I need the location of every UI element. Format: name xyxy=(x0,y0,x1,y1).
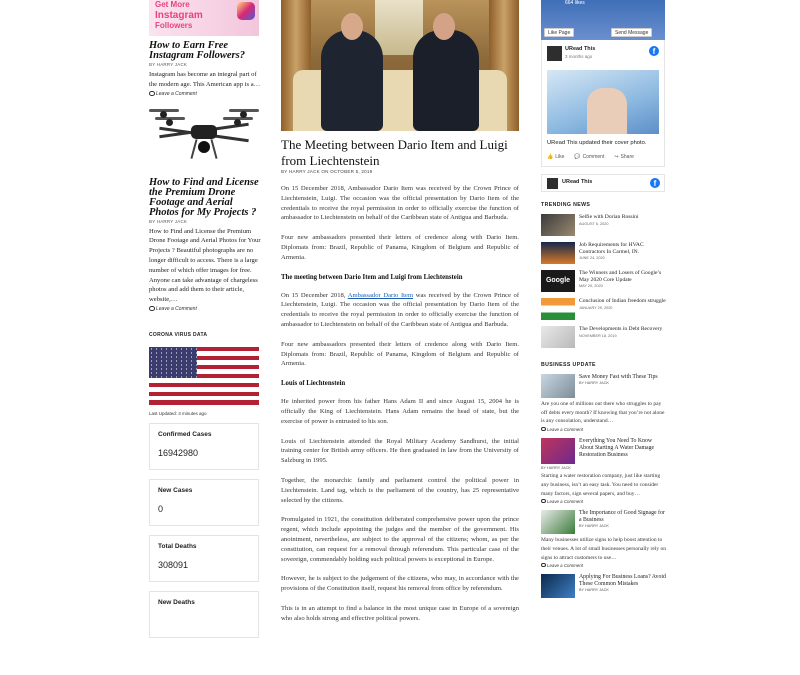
article-paragraph: Four new ambassadors presented their letters of credence along with Dario Item. Diplomats from: Brazil, Republic of Panama, Kingdom of Belgium and Republic of Armenia. xyxy=(281,234,519,261)
trending-heading: TRENDING NEWS xyxy=(541,202,591,208)
facebook-post xyxy=(541,174,665,192)
banner-line: Instagram xyxy=(155,10,203,21)
stat-label: Confirmed Cases xyxy=(158,430,212,438)
article-paragraph: Louis of Liechtenstein attended the Royal Military Academy Sandhurst, the initial training center for British army officers. He then graduated in law from the University of Salzburg in 1995. xyxy=(281,437,519,465)
article-body xyxy=(281,184,519,624)
business-title-link[interactable]: Save Money Fast with These Tips xyxy=(579,374,658,380)
post-author: BY HARRY JACK xyxy=(149,218,188,224)
comment-icon xyxy=(149,91,155,96)
trending-item[interactable]: Selfie with Dorian Rossini AUGUST 6, 2020 xyxy=(541,214,667,236)
stat-new-cases xyxy=(149,479,259,526)
business-excerpt: Are you one of millions out there who struggles to pay off debts every month? If knowing that you’re not alone is any consolation, understand… xyxy=(541,401,665,425)
instagram-icon xyxy=(237,2,255,20)
like-button[interactable]: 👍 Like xyxy=(547,154,565,160)
trending-thumb xyxy=(541,326,575,348)
business-item: The Importance of Good Signage for a Business BY HARRY JACK Many businesses utilize signs to help boost attention to their venues. A lot of small businesses personally rely on signs to attract customers to use… Leave a Comment xyxy=(541,510,666,569)
article-paragraph: He inherited power from his father Hans Adam II and since August 15, 2004 he is officially the King of Liechtenstein. Hans Adam remains the head of state, but the exercise of power is entrusted to his son. xyxy=(281,398,519,425)
article-column xyxy=(281,0,519,624)
facebook-icon: f xyxy=(650,178,660,188)
send-message-button[interactable]: Send Message xyxy=(611,28,652,37)
business-thumb[interactable] xyxy=(541,438,575,464)
flag-stripe xyxy=(149,400,259,404)
stat-value: 0 xyxy=(158,503,164,514)
like-page-button[interactable]: Like Page xyxy=(544,28,574,37)
post-author: BY HARRY JACK xyxy=(149,62,188,67)
trending-item[interactable]: The Developments in Debt Recovery NOVEMBER 18, 2019 xyxy=(541,326,667,348)
article-paragraph: Together, the monarchic family and parliament control the political power in Liechtenstein. Land tag, which is the parliament of the country, has 25 representative selected by the citizens. xyxy=(281,476,519,504)
trending-item[interactable]: Google The Winners and Losers of Google’s May 2020 Core Update MAY 20, 2020 xyxy=(541,270,667,292)
stat-value: 308091 xyxy=(158,559,189,570)
right-sidebar xyxy=(541,0,667,598)
post-caption: URead This updated their cover photo. xyxy=(547,140,647,146)
us-flag xyxy=(149,347,259,405)
business-thumb[interactable] xyxy=(541,510,575,534)
facebook-page-header xyxy=(541,0,665,40)
article-paragraph: On 15 December 2018, Ambassador Dario Item was received by the Crown Prince of Liechtenstein, Luigi. The occasion was the official presentation by Dario Item of the credentials to receive the royal permission in order to officially exercise the function of ambassador to Liechtenstein on behalf of the Caribbean state of Antigua and Barbuda. xyxy=(281,291,520,328)
comment-button[interactable]: 💬 Comment xyxy=(574,154,605,160)
banner-line: Get More xyxy=(155,0,190,9)
left-sidebar xyxy=(149,0,262,638)
article-paragraph: Promulgated in 1921, the constitution deliberated comprehensive power upon the prince regent, which include appointing the judges and the member of the government. His anointment, nevertheless, are subject to the approval of the citizens; whom, as per the constitution, can request for a removal through referendum. This particular case of the sovereign, commendably holding such political powers is exceptional in Europe. xyxy=(281,516,519,563)
google-logo-thumb: Google xyxy=(541,270,575,292)
business-excerpt: Many businesses utilize signs to help boost attention to their venues. A lot of small businesses personally rely on signs to attract customers to use… xyxy=(541,537,666,561)
trending-thumb xyxy=(541,298,575,320)
business-thumb[interactable] xyxy=(541,374,575,398)
trending-item[interactable]: Job Requirements for HVAC Contractors In Carmel, IN. JUNE 24, 2020 xyxy=(541,242,667,264)
stat-new-deaths xyxy=(149,591,259,638)
page-avatar[interactable] xyxy=(547,46,562,61)
banner-line: Followers xyxy=(155,21,193,30)
trending-thumb xyxy=(541,214,575,236)
article-byline: BY HARRY JACK ON OCTOBER 5, 2019 xyxy=(281,169,373,174)
stat-value: 16942980 xyxy=(158,447,199,458)
stat-label: New Cases xyxy=(158,486,193,494)
facebook-icon: f xyxy=(649,46,659,56)
comment-icon xyxy=(541,563,546,567)
stat-confirmed-cases xyxy=(149,423,259,470)
instagram-followers-banner[interactable] xyxy=(149,0,259,36)
leave-comment-link[interactable]: Leave a Comment xyxy=(149,91,262,97)
share-button[interactable]: ↪ Share xyxy=(614,154,634,160)
leave-comment-link[interactable]: Leave a Comment xyxy=(541,499,667,504)
business-heading: BUSINESS UPDATE xyxy=(541,362,596,368)
article-title: The Meeting between Dario Item and Luigi from Liechtenstein xyxy=(281,137,508,168)
facebook-post xyxy=(541,40,665,167)
post-actions xyxy=(547,154,659,160)
post-excerpt: How to Find and License the Premium Drone Footage and Aerial Photos for Your Projects ? Beautiful photographs are no longer difficult to access. There is a large number of which offer images for free. Anyone can take advantage of chargeless photos and add them to their article, website,… xyxy=(149,227,261,304)
article-hero-photo xyxy=(281,0,519,131)
business-title-link[interactable]: The Importance of Good Signage for a Business xyxy=(579,510,665,524)
post-title-link[interactable]: How to Earn Free Instagram Followers? xyxy=(149,40,245,61)
article-subheading: Louis of Liechtenstein xyxy=(281,380,346,388)
article-paragraph: However, he is subject to the judgement of the citizens, who may, in accordance with the provisions of the Constitution itself, request his removal from office by referendum. xyxy=(281,575,519,593)
comment-icon xyxy=(541,499,546,503)
post-time: 3 months ago xyxy=(565,54,593,59)
business-title-link[interactable]: Everything You Need To Know About Starting A Water Damage Restoration Business xyxy=(579,438,655,458)
comment-icon: 💬 xyxy=(574,154,581,160)
stat-label: New Deaths xyxy=(158,598,195,606)
sidebar-post xyxy=(149,41,262,97)
facebook-likes: 664 likes xyxy=(565,0,585,6)
sidebar-post xyxy=(149,178,262,312)
comment-icon xyxy=(541,427,546,431)
share-icon: ↪ xyxy=(614,154,619,160)
business-item: Applying For Business Loans? Avoid These Common Mistakes BY HARRY JACK xyxy=(541,574,667,598)
trending-item[interactable]: Conclusion of Indian freedom struggle JANUARY 29, 2020 xyxy=(541,298,667,320)
cover-photo[interactable] xyxy=(547,70,659,134)
flag-canton xyxy=(149,347,197,378)
corona-heading: CORONA VIRUS DATA xyxy=(149,331,208,338)
page-avatar[interactable] xyxy=(547,178,558,189)
article-paragraph: On 15 December 2018, Ambassador Dario Item was received by the Crown Prince of Liechtenstein, Luigi. The occasion was the official presentation by Dario Item of the credentials to receive the royal permission in order to officially exercise the function of ambassador to Liechtenstein on behalf of the Caribbean state of Antigua and Barbuda. xyxy=(281,185,519,222)
page-name[interactable]: URead This xyxy=(565,46,596,52)
drone-thumbnail[interactable] xyxy=(149,103,259,173)
business-excerpt: Starting a water restoration company, just like starting any business, isn’t an easy task. You need to consider many factors, sign several papers, and buy… xyxy=(541,473,661,497)
leave-comment-link[interactable]: Leave a Comment xyxy=(541,563,667,568)
ambassador-link[interactable]: Ambassador Dario Item xyxy=(347,291,414,299)
thumbs-up-icon: 👍 xyxy=(547,154,554,160)
leave-comment-link[interactable]: Leave a Comment xyxy=(149,306,262,312)
comment-icon xyxy=(149,306,155,311)
trending-thumb xyxy=(541,242,575,264)
leave-comment-link[interactable]: Leave a Comment xyxy=(541,427,667,432)
article-paragraph: Four new ambassadors presented their letters of credence along with Dario Item. Diplomats from: Brazil, Republic of Panama, Kingdom of Belgium and Republic of Armenia. xyxy=(281,340,519,368)
article-subheading: The meeting between Dario Item and Luigi from Liechtenstein xyxy=(281,273,463,281)
business-item: Everything You Need To Know About Starting A Water Damage Restoration Business BY HARRY JACK Starting a water restoration company, just like starting any business, isn’t an easy task. You need to consider many factors, sign several papers, and buy… Leave a Comment xyxy=(541,438,667,504)
last-updated: Last Updated: 3 minutes ago xyxy=(149,410,207,416)
business-title-link[interactable]: Applying For Business Loans? Avoid These Common Mistakes xyxy=(579,574,666,588)
stat-total-deaths xyxy=(149,535,259,582)
post-title-link[interactable]: How to Find and License the Premium Drone Footage and Aerial Photos for My Projects ? xyxy=(149,176,259,218)
business-thumb[interactable] xyxy=(541,574,575,598)
page-name[interactable]: URead This xyxy=(562,179,593,185)
article-paragraph: This is in an attempt to find a balance in the most unique case in Europe of a sovereign who also holds strong and effective political powers. xyxy=(281,604,519,622)
post-excerpt: Instagram has become an integral part of the modern age. This American app is a… xyxy=(149,71,261,88)
business-item: Save Money Fast with These Tips BY HARRY JACK Are you one of millions out there who struggles to pay off debts every month? If knowing that you’re not alone is any consolation, understand… Leave a Comment xyxy=(541,374,667,432)
stat-label: Total Deaths xyxy=(158,542,197,550)
